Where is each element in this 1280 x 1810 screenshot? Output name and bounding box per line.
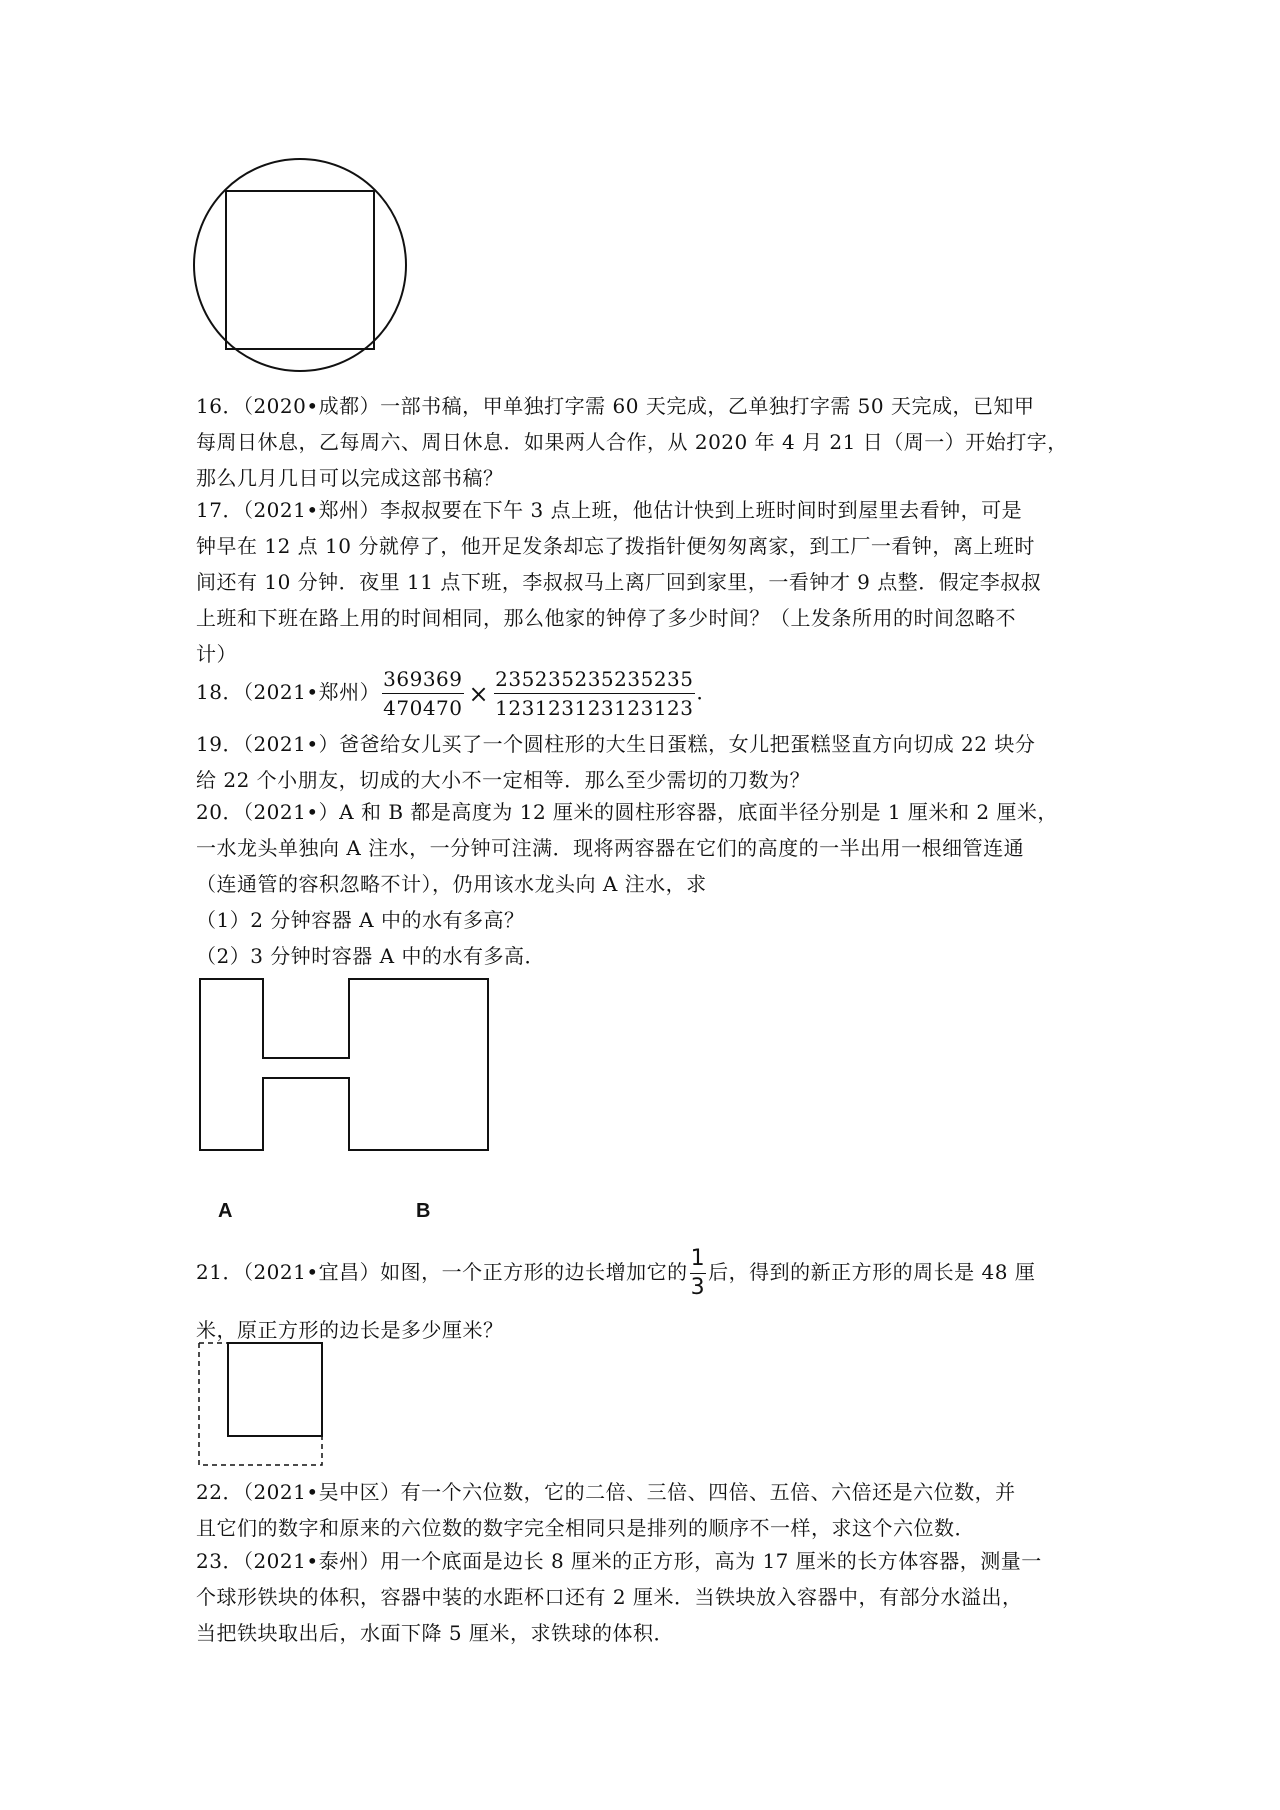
problem-20-subquestion-2: （2）3 分钟时容器 A 中的水有多高．	[196, 944, 545, 968]
problem-source: （2021•郑州）	[242, 680, 381, 704]
connected-containers-figure	[196, 975, 496, 1155]
enlarged-square-figure	[196, 1340, 326, 1470]
container-a-label: A	[218, 1200, 233, 1222]
problem-23	[196, 1543, 1096, 1651]
problem-17	[196, 492, 1096, 672]
circle-square-figure	[190, 155, 410, 375]
problem-17-line-2: 钟早在 12 点 10 分就停了，他开足发条却忘了拨指针便匆匆离家，到工厂一看钟，离上班时	[196, 534, 1035, 558]
container-b-label: B	[416, 1200, 431, 1222]
problem-16-line-3: 那么几月几日可以完成这部书稿？	[196, 466, 504, 490]
problem-number: 23．	[196, 1549, 243, 1573]
problem-16-line-2: 每周日休息，乙每周六、周日休息．如果两人合作，从 2020 年 4 月 21 日（周一）开始打字，	[196, 430, 1068, 454]
problem-source: （2021•）	[242, 732, 340, 756]
times-sign: ×	[468, 679, 490, 708]
problem-20-line-2: 一水龙头单独向 A 注水，一分钟可注满．现将两容器在它们的高度的一半出用一根细管连通	[196, 836, 1025, 860]
problem-source: （2021•）	[242, 800, 340, 824]
problem-21-line-2: 米，原正方形的边长是多少厘米？	[196, 1318, 504, 1342]
problem-20	[196, 794, 1096, 974]
problem-17-line-1: 17．（2021•郑州）李叔叔要在下午 3 点上班，他估计快到上班时间时到屋里去看钟，可是	[196, 498, 1023, 522]
problem-23-line-1: 23．（2021•泰州）用一个底面是边长 8 厘米的正方形，高为 17 厘米的长方体容器，测量一	[196, 1549, 1042, 1573]
fraction-369369-470470: $\frac{369369}{470470}$	[383, 667, 463, 720]
problem-number: 18．	[196, 680, 243, 704]
problem-17-line-3: 间还有 10 分钟．夜里 11 点下班，李叔叔马上离厂回到家里，一看钟才 9 点整．假定李叔叔	[196, 570, 1042, 594]
problem-18	[196, 662, 1096, 724]
problem-number: 21．	[196, 1260, 243, 1284]
problem-source: （2021•泰州）	[242, 1549, 381, 1573]
problem-source: （2020•成都）	[242, 394, 381, 418]
problem-20-subquestion-1: （1）2 分钟容器 A 中的水有多高？	[196, 908, 525, 932]
problem-20-line-1: 20．（2021•）A 和 B 都是高度为 12 厘米的圆柱形容器，底面半径分别是 1 厘米和 2 厘米，	[196, 800, 1058, 824]
problem-20-line-3: （连通管的容积忽略不计），仍用该水龙头向 A 注水，求	[196, 872, 707, 896]
fraction-235235-123123: $\frac{235235235235235}{123123123123123}$	[495, 667, 694, 720]
containers-outline	[200, 979, 488, 1150]
problem-source: （2021•郑州）	[242, 498, 381, 522]
problem-23-line-2: 个球形铁块的体积，容器中装的水距杯口还有 2 厘米．当铁块放入容器中，有部分水溢出，	[196, 1585, 1023, 1609]
problem-16-line-1: 16．（2020•成都）一部书稿，甲单独打字需 60 天完成，乙单独打字需 50 天完成，已知甲	[196, 394, 1035, 418]
fraction-one-third: $\frac{1}{3}$	[690, 1246, 706, 1300]
original-square	[228, 1343, 322, 1436]
problem-21-line-1: 21．（2021•宜昌）如图，一个正方形的边长增加它的 $\frac{1}{3}$ 后，得到的新正方形的周长是 48 厘	[196, 1246, 1036, 1300]
problem-21	[196, 1240, 1096, 1348]
problem-18-expression: 18．（2021•郑州） $\frac{369369}{470470}$ × $\frac{235235235235235}{123123123123123}$ ．	[196, 662, 1096, 724]
problem-17-line-4: 上班和下班在路上用的时间相同，那么他家的钟停了多少时间？（上发条所用的时间忽略不	[196, 606, 1016, 630]
problem-16	[196, 388, 1096, 496]
problem-number: 19．	[196, 732, 243, 756]
problem-source: （2021•宜昌）	[242, 1260, 381, 1284]
problem-17-line-5: 计）	[196, 642, 237, 666]
problem-number: 20．	[196, 800, 243, 824]
problem-number: 16．	[196, 394, 243, 418]
problem-number: 22．	[196, 1480, 243, 1504]
problem-23-line-3: 当把铁块取出后，水面下降 5 厘米，求铁球的体积．	[196, 1621, 674, 1645]
figure-inscribed-square	[226, 191, 374, 349]
problem-19-line-2: 给 22 个小朋友，切成的大小不一定相等．那么至少需切的刀数为？	[196, 768, 811, 792]
problem-22-line-1: 22．（2021•吴中区）有一个六位数，它的二倍、三倍、四倍、五倍、六倍还是六位数，并	[196, 1480, 1016, 1504]
problem-22	[196, 1474, 1096, 1546]
problem-19	[196, 726, 1096, 798]
enlarged-square-dashed	[199, 1343, 322, 1465]
problem-source: （2021•吴中区）	[242, 1480, 401, 1504]
problem-19-line-1: 19．（2021•）爸爸给女儿买了一个圆柱形的大生日蛋糕，女儿把蛋糕竖直方向切成 22 块分	[196, 732, 1036, 756]
problem-22-line-2: 且它们的数字和原来的六位数的数字完全相同只是排列的顺序不一样，求这个六位数．	[196, 1516, 975, 1540]
problem-number: 17．	[196, 498, 243, 522]
